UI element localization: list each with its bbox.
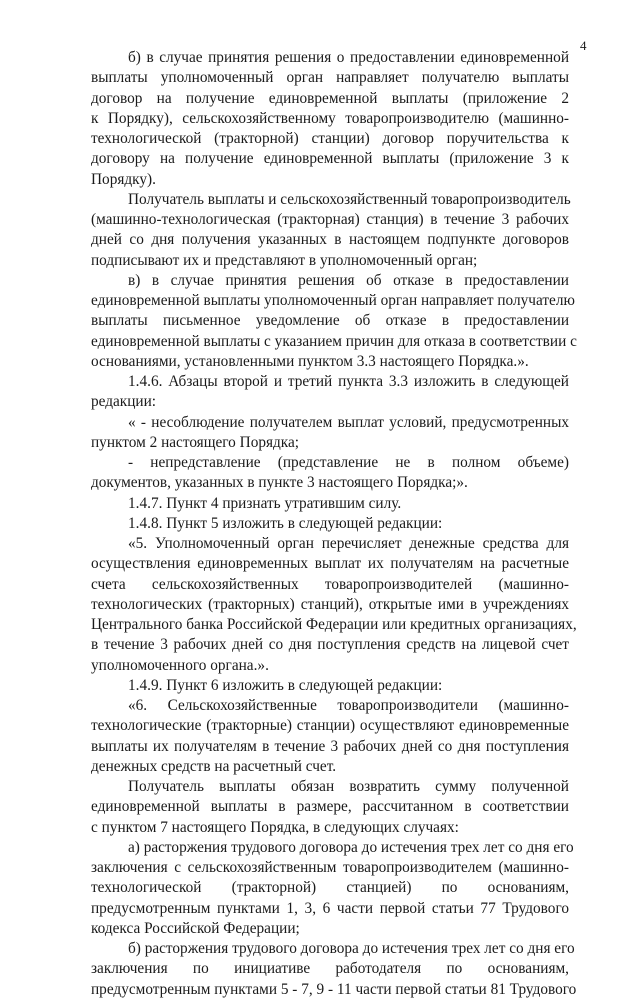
paragraph xyxy=(91,939,577,1000)
text-line: с пунктом 7 настоящего Порядка, в следующих случаях: xyxy=(91,818,459,836)
paragraph xyxy=(91,413,569,454)
text-line: «5. Уполномоченный орган перечисляет денежные средства для xyxy=(128,535,569,552)
text-line: документов, указанных в пункте 3 настоящего Порядка;». xyxy=(91,474,468,492)
text-line: « - несоблюдение получателем выплат условий, предусмотренных xyxy=(128,413,569,431)
paragraph xyxy=(91,271,577,372)
text-line: технологических (тракторных) станций), открытые ими в учреждениях xyxy=(91,595,569,613)
text-line: 1.4.8. Пункт 5 изложить в следующей редакции: xyxy=(128,514,443,532)
paragraph xyxy=(91,838,574,939)
text-line: технологической (тракторной) станции) договор поручительства к xyxy=(91,130,569,147)
paragraph xyxy=(91,514,569,534)
text-line: кодекса Российской Федерации; xyxy=(91,919,300,937)
paragraph xyxy=(91,48,569,190)
paragraph xyxy=(91,696,569,777)
text-line: 1.4.9. Пункт 6 изложить в следующей редакции: xyxy=(128,676,443,694)
text-line: договору на получение единовременной выплаты (приложение 3 к xyxy=(91,150,569,168)
text-line: единовременной выплаты с указанием причин для отказа в соответствии с xyxy=(91,332,577,350)
paragraph xyxy=(91,777,569,838)
text-line: договор на получение единовременной выплаты (приложение 2 xyxy=(91,89,569,107)
text-line: технологические (тракторные) станции) осуществляют единовременные xyxy=(91,717,569,735)
text-line: счета сельскохозяйственных товаропроизводителей (машинно- xyxy=(91,575,569,593)
text-line: выплаты письменное уведомление об отказе в предоставлении xyxy=(91,312,569,330)
text-line: осуществления единовременных выплат их получателям на расчетные xyxy=(91,555,569,573)
text-line: предусмотренным пунктами 5 - 7, 9 - 11 части первой статьи 81 Трудового xyxy=(91,980,577,998)
text-line: Получатель выплаты обязан возвратить сумму полученной xyxy=(128,778,569,795)
text-line: (машинно-технологическая (тракторная) станция) в течение 3 рабочих xyxy=(91,211,569,228)
text-line: - непредставление (представление не в полном объеме) xyxy=(128,454,569,471)
paragraph xyxy=(91,372,569,413)
paragraph xyxy=(91,494,569,514)
text-line: уполномоченного органа.». xyxy=(91,656,269,674)
text-line: б) расторжения трудового договора до истечения трех лет со дня его xyxy=(128,940,575,957)
text-line: денежных средств на расчетный счет. xyxy=(91,757,337,775)
document-body xyxy=(91,48,577,1000)
text-line: редакции: xyxy=(91,393,157,411)
text-line: б) в случае принятия решения о предоставлении единовременной xyxy=(128,49,569,66)
text-line: выплаты уполномоченный орган направляет получателю выплаты xyxy=(91,69,569,87)
text-line: «6. Сельскохозяйственные товаропроизводители (машинно- xyxy=(128,697,569,714)
text-line: к Порядку), сельскохозяйственному товаропроизводителю (машинно- xyxy=(91,109,569,127)
text-line: в течение 3 рабочих дней со дня поступления средств на лицевой счет xyxy=(91,636,569,654)
text-line: Центрального банка Российской Федерации или кредитных организациях, xyxy=(91,616,577,633)
text-line: а) расторжения трудового договора до истечения трех лет со дня его xyxy=(128,838,574,856)
text-line: пунктом 2 настоящего Порядка; xyxy=(91,433,300,451)
text-line: Получатель выплаты и сельскохозяйственный товаропроизводитель xyxy=(128,190,571,208)
text-line: в) в случае принятия решения об отказе в предоставлении xyxy=(128,271,569,289)
page-number: 4 xyxy=(580,38,587,53)
text-line: 1.4.7. Пункт 4 признать утратившим силу. xyxy=(128,494,402,512)
text-line: единовременной выплаты в размере, рассчитанном в соответствии xyxy=(91,798,569,816)
text-line: технологической (тракторной) станцией) по основаниям, xyxy=(91,879,569,897)
paragraph xyxy=(91,676,569,696)
paragraph xyxy=(91,190,569,271)
text-line: предусмотренным пунктами 1, 3, 6 части первой статьи 77 Трудового xyxy=(91,899,569,917)
text-line: подписывают их и представляют в уполномоченный орган; xyxy=(91,251,478,269)
paragraph xyxy=(91,453,569,494)
text-line: заключения с сельскохозяйственным товаропроизводителем (машинно- xyxy=(91,859,569,876)
text-line: единовременной выплаты уполномоченный орган направляет получателю xyxy=(91,292,575,309)
text-line: заключения по инициативе работодателя по основаниям, xyxy=(91,960,569,978)
text-line: дней со дня получения указанных в настоящем подпункте договоров xyxy=(91,231,569,249)
text-line: выплаты их получателям в течение 3 рабочих дней со дня поступления xyxy=(91,737,569,755)
text-line: основаниями, установленными пунктом 3.3 настоящего Порядка.». xyxy=(91,352,529,370)
text-line: 1.4.6. Абзацы второй и третий пункта 3.3 изложить в следующей xyxy=(128,373,569,390)
text-line: Порядку). xyxy=(91,170,156,188)
paragraph xyxy=(91,534,577,676)
